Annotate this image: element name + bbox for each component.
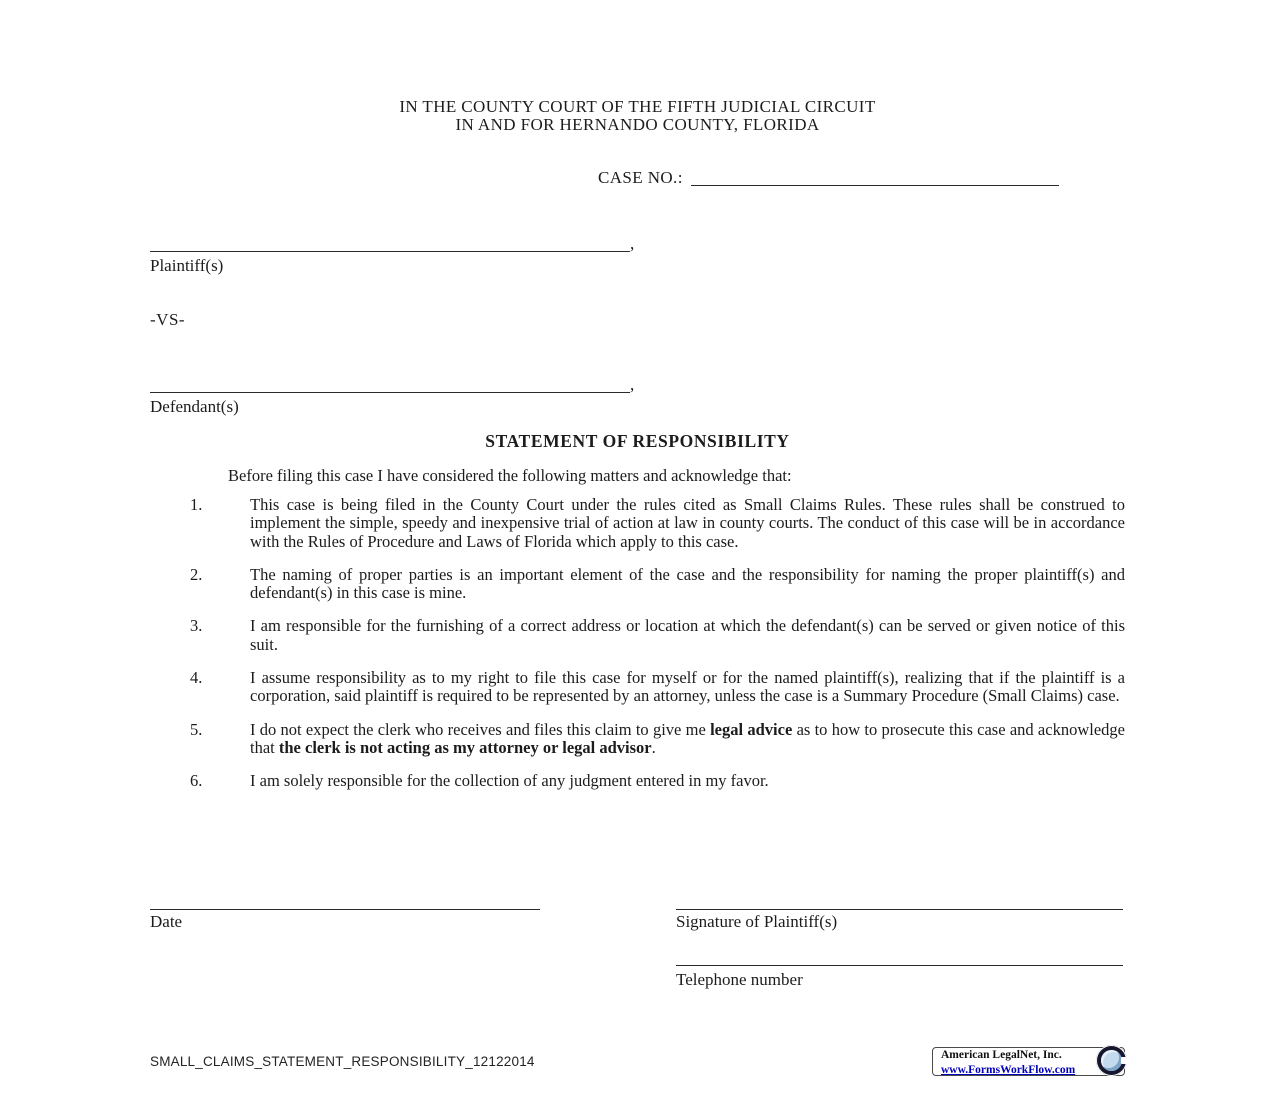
item-text: I assume responsibility as to my right to file this case for myself or for the named plaintiff(s), realizing that if the plaintiff is a corporation, said plaintiff is required to be represented by an attorney, unless the case is a Summary Procedure (Small Claims) case.	[250, 668, 1125, 706]
telephone-blank	[676, 949, 1123, 966]
item-text-part: I do not expect the clerk who receives and files this claim to give me	[250, 719, 711, 739]
item-text: The naming of proper parties is an important element of the case and the responsibility for naming the proper plaintiff(s) and defendant(s) in this case is mine.	[250, 564, 1125, 603]
statement-item-3	[150, 617, 1125, 654]
document-title: STATEMENT OF RESPONSIBILITY	[485, 431, 790, 451]
item-number: 1.	[190, 495, 203, 514]
item-text: I am responsible for the furnishing of a correct address or location at which the defendant(s) can be served or given notice of this suit.	[250, 616, 1125, 654]
court-header-line1: IN THE COUNTY COURT OF THE FIFTH JUDICIAL CIRCUIT	[399, 97, 876, 116]
plaintiff-name-blank	[150, 237, 630, 252]
legalnet-globe-icon	[1096, 1045, 1127, 1076]
intro-paragraph: Before filing this case I have considered the following matters and acknowledge that:	[228, 466, 792, 485]
item-text: This case is being filed in the County Court under the rules cited as Small Claims Rules. These rules shall be construed to implement the simple, speedy and inexpensive trial of action at law in county courts. The conduct of this case will be in accordance with the Rules of Procedure and Laws of Florida which apply to this case.	[250, 495, 1125, 551]
statement-item-6	[150, 772, 1125, 790]
item-text-part-bold: legal advice	[710, 719, 793, 739]
court-header	[0, 98, 1275, 134]
statement-item-4	[150, 669, 1125, 706]
defendant-name-blank	[150, 378, 630, 393]
plaintiff-line-comma: ,	[630, 234, 635, 253]
legalnet-text-block	[941, 1049, 1075, 1077]
plaintiff-name-row	[150, 234, 634, 254]
item-text: I am solely responsible for the collection of any judgment entered in my favor.	[250, 771, 769, 791]
defendant-label: Defendant(s)	[150, 397, 239, 416]
item-text-part: as to how to prosecute this case and acknowledge that	[250, 719, 1125, 757]
legalnet-company-name: American LegalNet, Inc.	[941, 1049, 1062, 1061]
versus-label: -VS-	[150, 310, 186, 329]
date-label: Date	[150, 912, 183, 931]
item-text	[250, 721, 1125, 758]
item-number: 5.	[190, 719, 203, 739]
formsworkflow-link[interactable]: www.FormsWorkFlow.com	[941, 1064, 1076, 1076]
case-number-label: CASE NO.:	[598, 168, 683, 187]
statement-items	[150, 496, 1125, 806]
plaintiff-label: Plaintiff(s)	[150, 256, 224, 275]
item-number: 3.	[190, 616, 203, 636]
statement-item-1	[150, 496, 1125, 551]
statement-item-2	[150, 566, 1125, 603]
signature-label: Signature of Plaintiff(s)	[676, 912, 838, 931]
legalnet-stamp	[932, 1047, 1125, 1076]
court-header-line2: IN AND FOR HERNANDO COUNTY, FLORIDA	[455, 115, 820, 134]
item-number: 6.	[190, 771, 203, 791]
document-id-text: SMALL_CLAIMS_STATEMENT_RESPONSIBILITY_12122014	[150, 1054, 535, 1069]
statement-item-5	[150, 721, 1125, 758]
case-number-row	[598, 168, 1059, 188]
item-number: 4.	[190, 668, 203, 688]
date-blank	[150, 893, 540, 910]
defendant-line-comma: ,	[630, 375, 635, 394]
case-number-blank	[691, 171, 1059, 186]
defendant-name-row	[150, 375, 634, 395]
signature-blank	[676, 893, 1123, 910]
item-number: 2.	[190, 564, 203, 584]
telephone-label: Telephone number	[676, 970, 803, 989]
item-text-part-bold: the clerk is not acting as my attorney or legal advisor	[278, 737, 652, 757]
item-text-part: .	[651, 737, 656, 757]
